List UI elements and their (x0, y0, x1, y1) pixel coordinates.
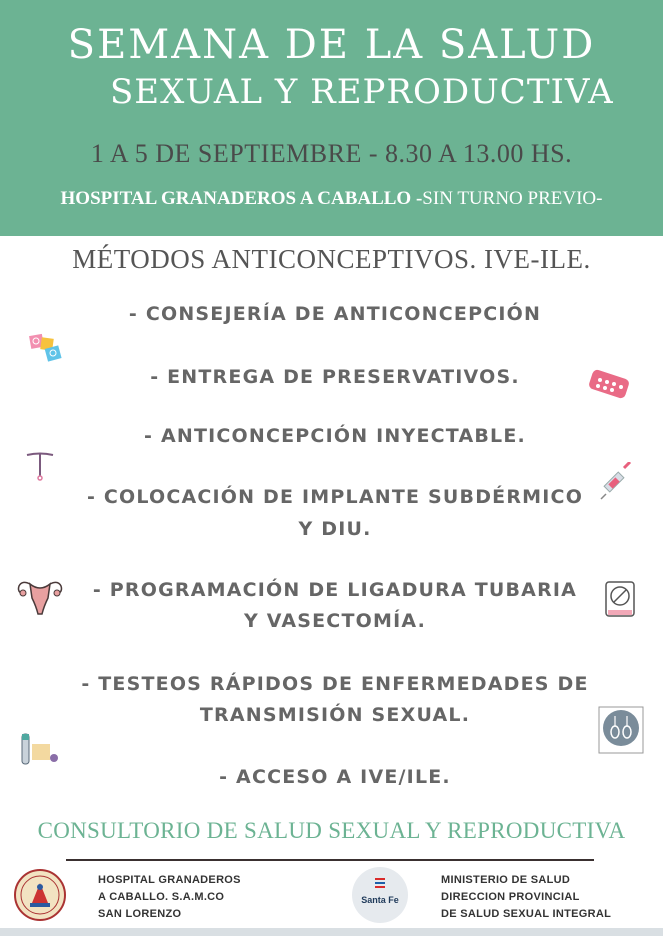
vasectomy-icon (600, 580, 640, 618)
hospital-name: HOSPITAL GRANADEROS A CABALLO - (60, 188, 423, 209)
hospital-logo (14, 869, 66, 921)
pill-pack-icon (588, 368, 636, 402)
event-dates: 1 A 5 DE SEPTIEMBRE - 8.30 A 13.00 HS. (90, 139, 573, 168)
item-injectable: - ANTICONCEPCIÓN INYECTABLE. (144, 425, 526, 447)
title-line2: SEXUAL Y REPRODUCTIVA (110, 72, 614, 112)
title-line1: SEMANA DE LA SALUD (67, 22, 596, 68)
condoms-icon (28, 332, 66, 366)
iud-icon (24, 450, 56, 482)
item-counseling: - CONSEJERÍA DE ANTICONCEPCIÓN (128, 303, 542, 325)
uterus-icon (16, 576, 64, 616)
hospital-info (0, 188, 663, 210)
item-testing: - TESTEOS RÁPIDOS DE ENFERMEDADES DE (81, 673, 589, 695)
syringe-icon (598, 462, 638, 502)
consultorio-title: CONSULTORIO DE SALUD SEXUAL Y REPRODUCTIVA (37, 818, 626, 843)
hospital-footer-line1: HOSPITAL GRANADEROS (98, 874, 241, 886)
item-implant-cont: Y DIU. (298, 518, 372, 540)
hospital-footer-line2: A CABALLO. S.A.M.CO (98, 891, 225, 903)
ministry-footer-line1: MINISTERIO DE SALUD (441, 874, 571, 886)
bottom-bar (0, 928, 663, 936)
ministry-footer-line3: DE SALUD SEXUAL INTEGRAL (441, 908, 612, 920)
ministry-footer-line2: DIRECCION PROVINCIAL (441, 891, 580, 903)
item-ligation: - PROGRAMACIÓN DE LIGADURA TUBARIA (92, 579, 578, 601)
item-ligation-cont: Y VASECTOMÍA. (243, 610, 427, 632)
item-condoms: - ENTREGA DE PRESERVATIVOS. (150, 366, 520, 388)
header-band (0, 0, 663, 236)
item-ive-ile: - ACCESO A IVE/ILE. (219, 766, 451, 788)
methods-title: MÉTODOS ANTICONCEPTIVOS. IVE-ILE. (72, 244, 591, 274)
santa-fe-label: Santa Fe (361, 895, 399, 905)
test-tubes-icon (18, 730, 62, 768)
sperm-diagram-icon (598, 706, 644, 754)
footer-divider (66, 859, 594, 861)
hospital-footer-text (98, 872, 241, 923)
no-appointment-note: SIN TURNO PREVIO- (422, 188, 603, 209)
item-implant: - COLOCACIÓN DE IMPLANTE SUBDÉRMICO (86, 486, 584, 508)
item-testing-cont: TRANSMISIÓN SEXUAL. (199, 704, 471, 726)
hospital-footer-line3: SAN LORENZO (98, 908, 182, 920)
ministry-footer-text (441, 872, 611, 923)
santa-fe-logo (352, 867, 408, 923)
